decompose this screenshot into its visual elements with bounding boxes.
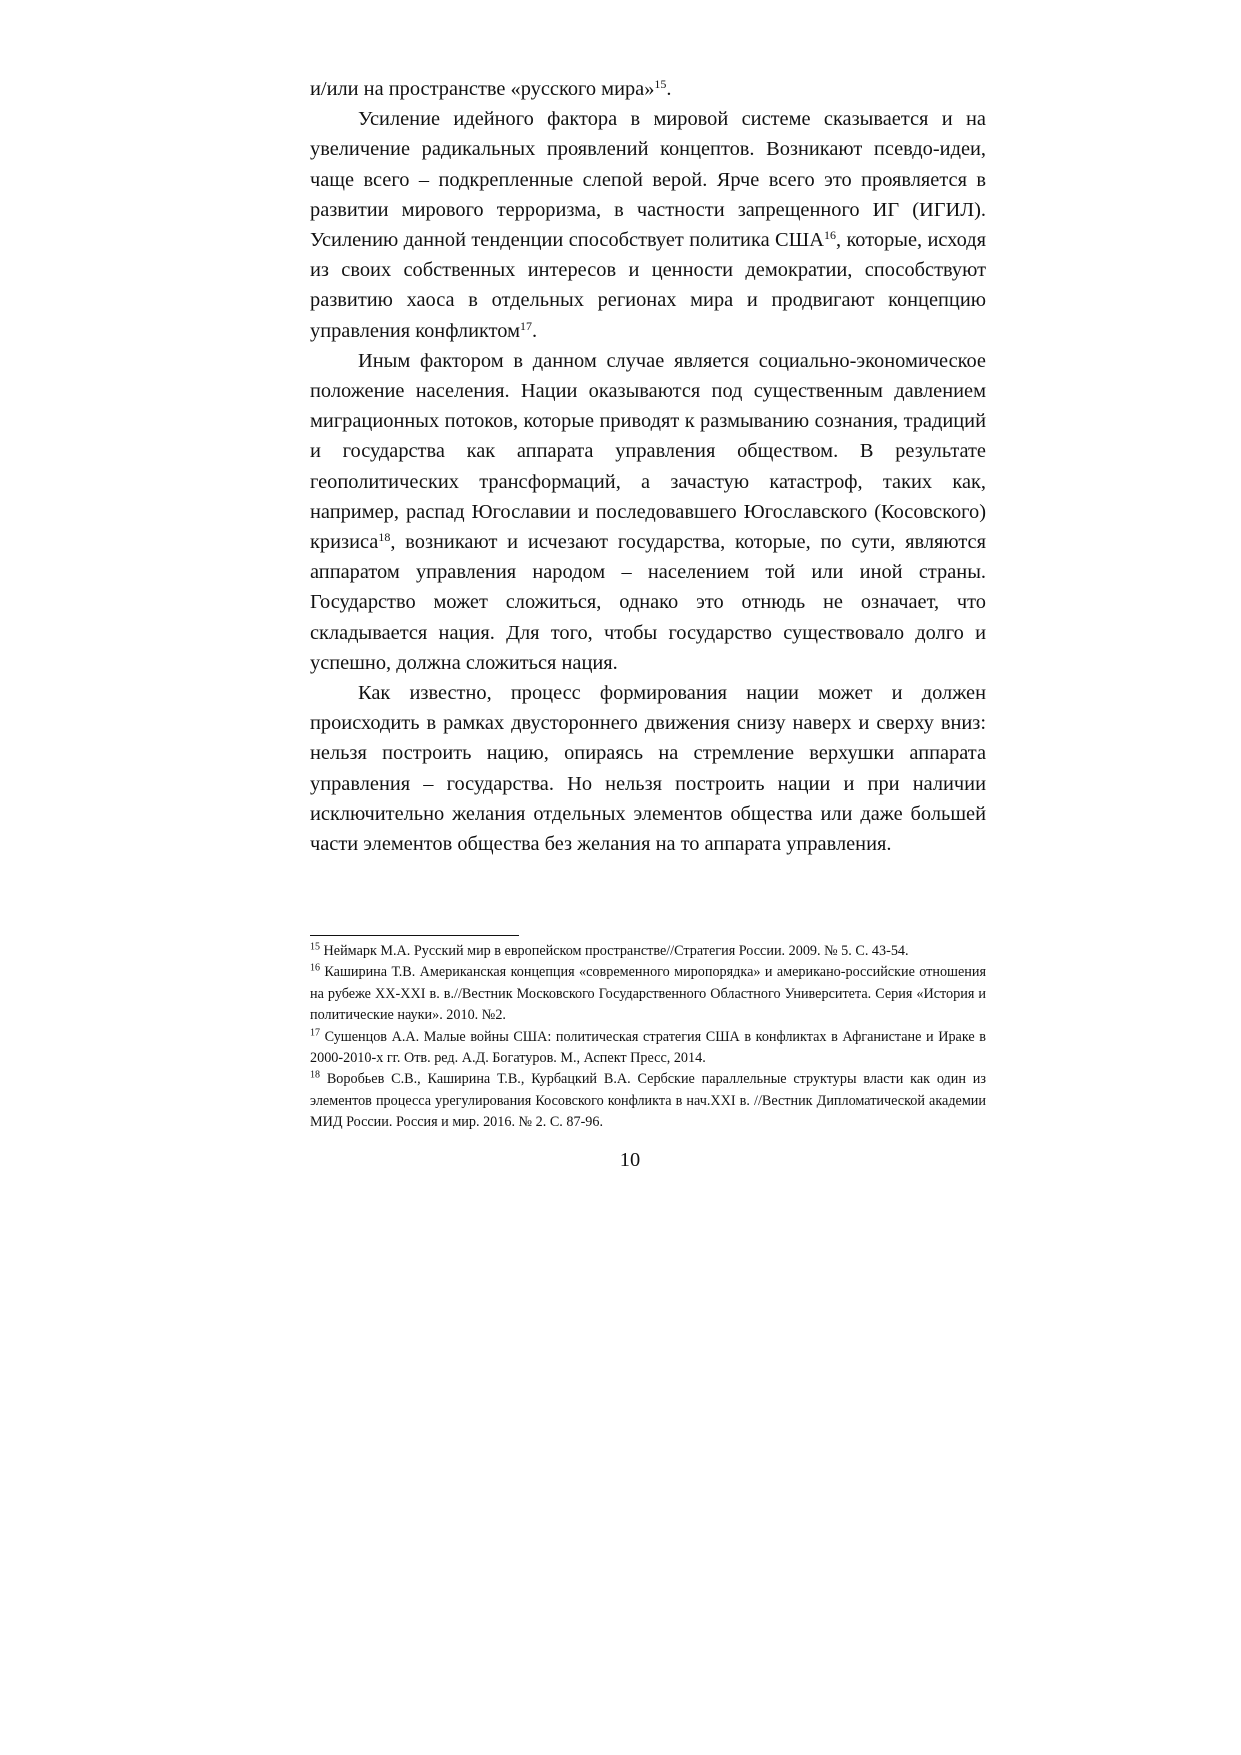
- footnote-ref-16[interactable]: 16: [823, 227, 836, 242]
- footnote-separator: [310, 935, 519, 936]
- footnote-number: 15: [310, 941, 320, 953]
- paragraph-text: Иным фактором в данном случае является социально-экономическое положение населения. Нации оказываются под существенным давлением миграционных потоков, которые приводят к размыванию сознания, традиций и государства как аппарата управления обществом. В результате геополитических трансформаций, а зачастую катастроф, таких как, например, распад Югославии и последовавшего Югославского (Косовского) кризиса: [310, 349, 986, 554]
- footnote-text: Каширина Т.В. Американская концепция «современного миропорядка» и американо-российские отношения на рубеже XX-XXI в. в.//Вестник Московского Государственного Областного Университета. Серия «История и политические науки». 2010. №2.: [310, 964, 986, 1024]
- paragraph-text: Усиление идейного фактора в мировой системе сказывается и на увеличение радикальных проявлений концептов. Возникают псевдо-идеи, чаще всего – подкрепленные слепой верой. Ярче всего это проявляется в развитии мирового терроризма, в частности запрещенного ИГ (ИГИЛ). Усилению данной тенденции способствует политика США: [310, 108, 986, 252]
- footnote-number: 16: [310, 962, 320, 974]
- footnote-18: [310, 1069, 986, 1133]
- paragraph-text: Как известно, процесс формирования нации может и должен происходить в рамках двустороннего движения снизу наверх и сверху вниз: нельзя построить нацию, опираясь на стремление верхушки аппарата управления – государства. Но нельзя построить нации и при наличии исключительно желания отдельных элементов общества или даже большей части элементов общества без желания на то аппарата управления.: [310, 682, 986, 856]
- body-text: [310, 74, 986, 859]
- paragraph-continuation: и/или на пространстве «русского мира»$^{15}$.: [310, 76, 672, 100]
- footnote-text: Неймарк М.А. Русский мир в европейском пространстве//Стратегия России. 2009. № 5. С. 43-54.: [320, 943, 909, 959]
- paragraph-nation-formation: [310, 678, 986, 859]
- footnote-16: [310, 962, 986, 1026]
- footnote-number: 18: [310, 1069, 320, 1081]
- footnote-15: [310, 941, 986, 962]
- page-number: 10: [619, 1149, 641, 1171]
- footnote-number: 17: [310, 1027, 320, 1039]
- paragraph-text: , которые, исходя из своих собственных интересов и ценности демократии, способствуют развитию хаоса в отдельных регионах мира и продвигают концепцию управления конфликтом: [310, 229, 986, 342]
- paragraph-ideological-factor: Усиление идейного фактора в мировой системе сказывается и на увеличение радикальных проявлений концептов. Возникают псевдо-идеи, чаще всего – подкрепленные слепой верой. Ярче всего это проявляется в развитии мирового терроризма, в частности запрещенного ИГ (ИГИЛ). Усилению данной тенденции способствует политика США$^{16}$, которые, исходя из своих собственных интересов и ценности демократии, способствуют развитию хаоса в отдельных регионах мира и продвигают концепцию управления конфликтом$^{17}$.: [310, 108, 986, 342]
- footnote-ref-17[interactable]: 17: [520, 318, 532, 333]
- footnote-text: Сушенцов А.А. Малые войны США: политическая стратегия США в конфликтах в Афганистане и Ираке в 2000-2010-х гг. Отв. ред. А.Д. Богатуров. М., Аспект Пресс, 2014.: [310, 1028, 986, 1067]
- footnotes: [310, 941, 986, 1134]
- paragraph-text: , возникают и исчезают государства, которые, по сути, являются аппаратом управления народом – населением той или иной страны. Государство может сложиться, однако это отнюдь не означает, что складывается нация. Для того, чтобы государство существовало долго и успешно, должна сложиться нация.: [310, 531, 986, 674]
- footnote-ref-15[interactable]: 15: [654, 76, 667, 91]
- footnote-text: Воробьев С.В., Каширина Т.В., Курбацкий В.А. Сербские параллельные структуры власти как один из элементов процесса урегулирования Косовского конфликта в нач.XXI в. //Вестник Дипломатической академии МИД России. Россия и мир. 2016. № 2. С. 87-96.: [310, 1071, 986, 1131]
- paragraph-socioeconomic-factor: [310, 346, 986, 678]
- footnote-17: [310, 1027, 986, 1070]
- footnote-ref-18[interactable]: 18: [378, 529, 391, 544]
- paragraph-text: и/или на пространстве «русского мира»: [310, 78, 655, 100]
